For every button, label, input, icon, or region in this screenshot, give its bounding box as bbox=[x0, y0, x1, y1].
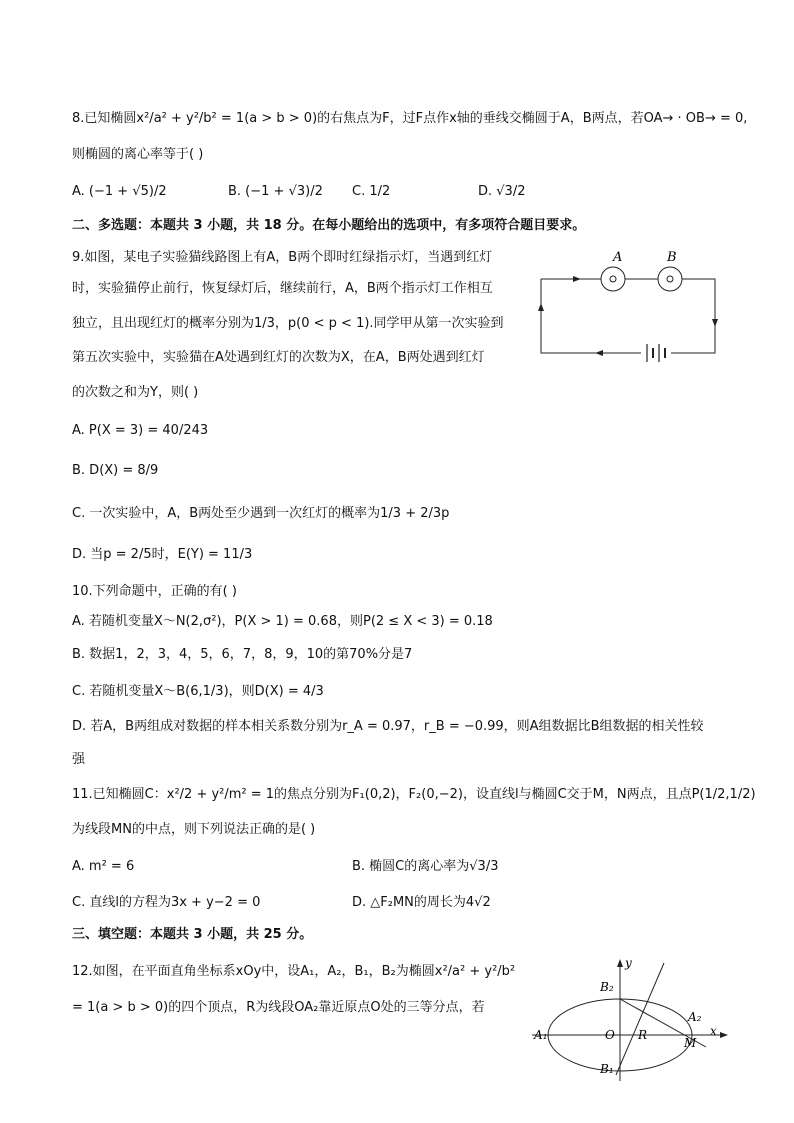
section2-title: 二、多选题：本题共 3 小题，共 18 分。在每小题给出的选项中，有多项符合题目要求。 bbox=[72, 218, 586, 233]
section3-title: 三、填空题：本题共 3 小题，共 25 分。 bbox=[72, 927, 313, 942]
q9-option-b: B. D(X) = 8/9 bbox=[72, 463, 159, 478]
q11-option-a: A. m² = 6 bbox=[72, 859, 135, 874]
q9-line5: 的次数之和为Y，则( ) bbox=[72, 385, 199, 400]
q10-option-d-wrap: 强 bbox=[72, 752, 86, 767]
q10-stem: 10.下列命题中，正确的有( ) bbox=[72, 584, 237, 599]
q11-option-b: B. 椭圆C的离心率为√3/3 bbox=[352, 859, 499, 874]
q10-option-c: C. 若随机变量X～B(6,1/3)，则D(X) = 4/3 bbox=[72, 684, 324, 699]
q8-line2: 则椭圆的离心率等于( ) bbox=[72, 147, 204, 162]
q9-line2: 时，实验猫停止前行，恢复绿灯后，继续前行，A，B两个指示灯工作相互 bbox=[72, 281, 493, 296]
q9-option-d: D. 当p = 2/5时，E(Y) = 11/3 bbox=[72, 547, 253, 562]
q11-line1: 11.已知椭圆C：x²/2 + y²/m² = 1的焦点分别为F₁(0,2)，F₂(0,−2)，设直线l与椭圆C交于M，N两点，且点P(1/2,1/2) bbox=[72, 787, 756, 802]
q11-line2: 为线段MN的中点，则下列说法正确的是( ) bbox=[72, 822, 316, 837]
ellipse-diagram bbox=[528, 955, 738, 1085]
q11-option-d: D. △F₂MN的周长为4√2 bbox=[352, 895, 491, 910]
q8-option-a: A. (−1 + √5)/2 bbox=[72, 184, 167, 199]
q8-option-d: D. √3/2 bbox=[478, 184, 526, 199]
vertex-a2-label: A₂ bbox=[688, 1010, 702, 1024]
origin-label: O bbox=[605, 1028, 615, 1042]
q10-option-a: A. 若随机变量X～N(2,σ²)，P(X > 1) = 0.68，则P(2 ≤ X < 3) = 0.18 bbox=[72, 614, 493, 629]
point-r-label: R bbox=[638, 1028, 648, 1042]
q12-line1: 12.如图，在平面直角坐标系xOy中，设A₁，A₂，B₁，B₂为椭圆x²/a² + y²/b² bbox=[72, 964, 516, 979]
q10-option-d: D. 若A，B两组成对数据的样本相关系数分别为r_A = 0.97，r_B = −0.99，则A组数据比B组数据的相关性较 bbox=[72, 719, 704, 734]
x-axis-label: x bbox=[710, 1024, 717, 1038]
vertex-b2-label: B₂ bbox=[600, 980, 614, 994]
q10-option-b: B. 数据1，2，3，4，5，6，7，8，9，10的第70%分是7 bbox=[72, 647, 413, 662]
lamp-a-label: A bbox=[613, 250, 623, 265]
q9-option-a: A. P(X = 3) = 40/243 bbox=[72, 423, 209, 438]
q9-option-c: C. 一次实验中，A，B两处至少遇到一次红灯的概率为1/3 + 2/3p bbox=[72, 506, 450, 521]
battery-icon bbox=[647, 344, 665, 362]
lamp-b-label: B bbox=[667, 250, 677, 265]
vertex-a1-label: A₁ bbox=[534, 1028, 548, 1042]
q8-option-c: C. 1/2 bbox=[352, 184, 391, 199]
q8-line1: 8.已知椭圆x²/a² + y²/b² = 1(a > b > 0)的右焦点为F，过F点作x轴的垂线交椭圆于A，B两点，若OA→ · OB→ = 0, bbox=[72, 111, 748, 126]
q12-line2: = 1(a > b > 0)的四个顶点，R为线段OA₂靠近原点O处的三等分点，若 bbox=[72, 1000, 485, 1015]
q8-option-b: B. (−1 + √3)/2 bbox=[228, 184, 323, 199]
point-m-label: M bbox=[684, 1036, 697, 1050]
q9-line1: 9.如图，某电子实验猫线路图上有A，B两个即时红绿指示灯，当遇到红灯 bbox=[72, 250, 493, 265]
y-axis-label: y bbox=[625, 956, 632, 970]
q9-line3: 独立，且出现红灯的概率分别为1/3，p(0 < p < 1).同学甲从第一次实验到 bbox=[72, 316, 504, 331]
vertex-b1-label: B₁ bbox=[600, 1062, 614, 1076]
q9-line4: 第五次实验中，实验猫在A处遇到红灯的次数为X，在A，B两处遇到红灯 bbox=[72, 350, 485, 365]
circuit-diagram bbox=[535, 245, 725, 365]
q11-option-c: C. 直线l的方程为3x + y−2 = 0 bbox=[72, 895, 261, 910]
